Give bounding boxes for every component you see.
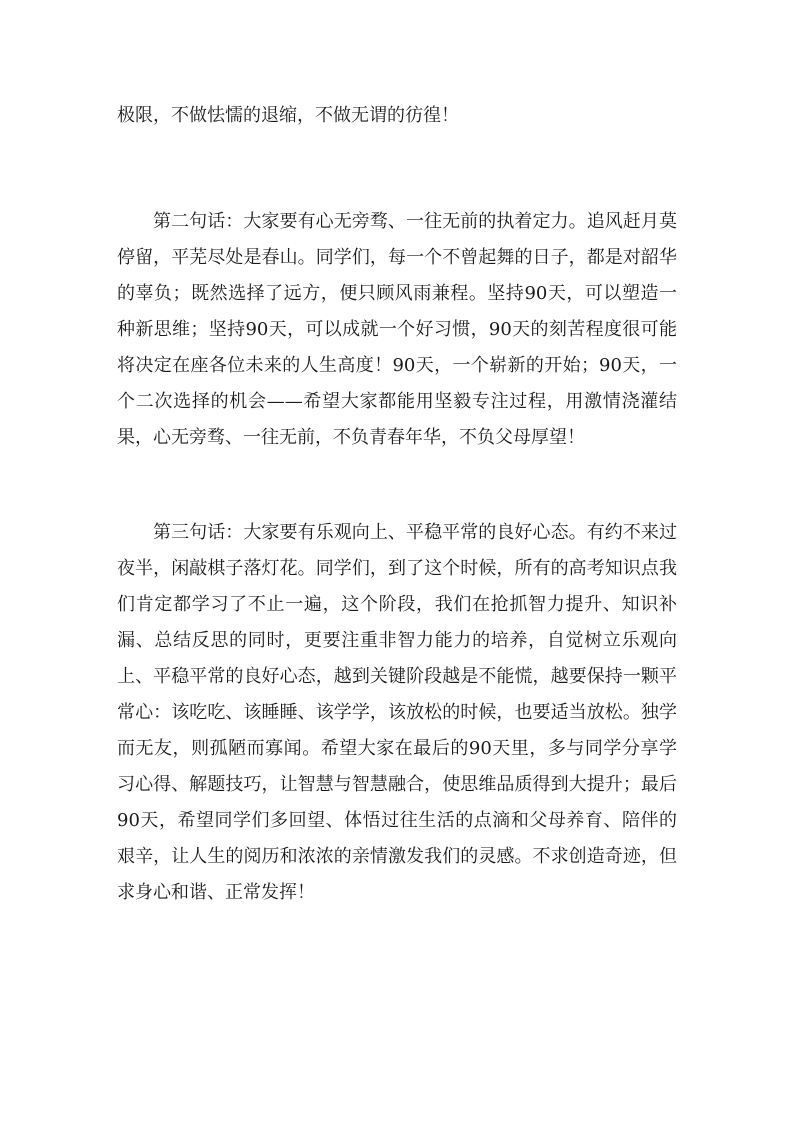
paragraph-third-point: 第三句话：大家要有乐观向上、平稳平常的良好心态。有约不来过夜半，闲敲棋子落灯花。同学们，到了这个时候，所有的高考知识点我们肯定都学习了不止一遍，这个阶段，我们在抢抓智力提升、知识补漏、总结反思的同时，更要注重非智力能力的培养，自觉树立乐观向上、平稳平常的良好心态，越到关键阶段越是不能慌，越要保持一颗平常心：该吃吃、该睡睡、该学学，该放松的时候，也要适当放松。独学而无友，则孤陋而寡闻。希望大家在最后的90天里，多与同学分享学习心得、解题技巧，让智慧与智慧融合，使思维品质得到大提升；最后90天，希望同学们多回望、体悟过往生活的点滴和父母养育、陪伴的艰辛，让人生的阅历和浓浓的亲情激发我们的灵感。不求创造奇迹，但求身心和谐、正常发挥！ — [117, 522, 677, 903]
paragraph-second-point: 第二句话：大家要有心无旁骛、一往无前的执着定力。追风赶月莫停留，平芜尽处是春山。同学们，每一个不曾起舞的日子，都是对韶华的辜负；既然选择了远方，便只顾风雨兼程。坚持90天，可以塑造一种新思维；坚持90天，可以成就一个好习惯，90天的刻苦程度很可能将决定在座各位未来的人生高度！90天，一个崭新的开始；90天，一个二次选择的机会——希望大家都能用坚毅专注过程，用激情浇灌结果，心无旁骛、一往无前，不负青春年华，不负父母厚望！ — [117, 211, 677, 448]
paragraph-continuation: 极限，不做怯懦的退缩，不做无谓的彷徨！ — [117, 105, 459, 126]
